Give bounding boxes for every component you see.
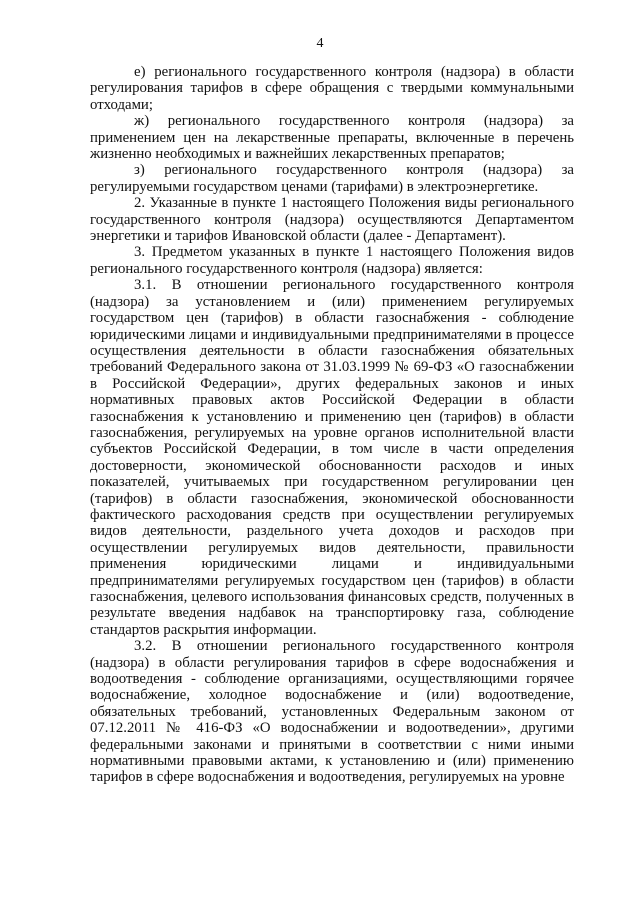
document-body (90, 64, 574, 786)
paragraph-clause-2: 2. Указанные в пункте 1 настоящего Положения виды регионального государственного контроля (надзора) осуществляются Департаментом энергетики и тарифов Ивановской области (далее - Департамент). (90, 195, 574, 245)
paragraph-clause-3-2: 3.2. В отношении регионального государственного контроля (надзора) в области регулирования тарифов в сфере водоснабжения и водоотведения - соблюдение организациями, осуществляющими горячее водоснабжение, холодное водоснабжение и (или) водоотведение, обязательных требований, установленных Федеральным законом от 07.12.2011 № 416-ФЗ «О водоснабжении и водоотведении», другими федеральными законами и принятыми в соответствии с ними иными нормативными правовыми актами, к установлению и (или) применению тарифов в сфере водоснабжения и водоотведения, регулируемых на уровне (90, 638, 574, 786)
paragraph-clause-3: 3. Предметом указанных в пункте 1 настоящего Положения видов регионального государственного контроля (надзора) является: (90, 244, 574, 277)
paragraph-item-e: е) регионального государственного контроля (надзора) в области регулирования тарифов в сфере обращения с твердыми коммунальными отходами; (90, 64, 574, 113)
page-number: 4 (316, 36, 324, 51)
paragraph-item-z: з) регионального государственного контроля (надзора) за регулируемыми государством ценами (тарифами) в электроэнергетике. (90, 162, 574, 195)
paragraph-clause-3-1: 3.1. В отношении регионального государственного контроля (надзора) за установлением и (или) применением регулируемых государством цен (тарифов) в области газоснабжения - соблюдение юридическими лицами и индивидуальными предпринимателями в процессе осуществления деятельности в области газоснабжения обязательных требований Федерального закона от 31.03.1999 № 69-ФЗ «О газоснабжении в Российской Федерации», других федеральных законов и иных нормативных правовых актов Российской Федерации в области газоснабжения к установлению и применению цен (тарифов) в области газоснабжения, регулируемых на уровне органов исполнительной власти субъектов Российской Федерации, в том числе в части определения достоверности, экономической обоснованности расходов и иных показателей, учитываемых при государственном регулировании цен (тарифов) в области газоснабжения, экономической обоснованности фактического расходования средств при осуществлении регулируемых видов деятельности, раздельного учета доходов и расходов при осуществлении регулируемых видов деятельности, правильности применения юридическими лицами и индивидуальными предпринимателями регулируемых государством цен (тарифов) в области газоснабжения, целевого использования финансовых средств, полученных в результате введения надбавок на транспортировку газа, соблюдение стандартов раскрытия информации. (90, 277, 574, 638)
paragraph-item-zh: ж) регионального государственного контроля (надзора) за применением цен на лекарственные препараты, включенные в перечень жизненно необходимых и важнейших лекарственных препаратов; (90, 113, 574, 163)
